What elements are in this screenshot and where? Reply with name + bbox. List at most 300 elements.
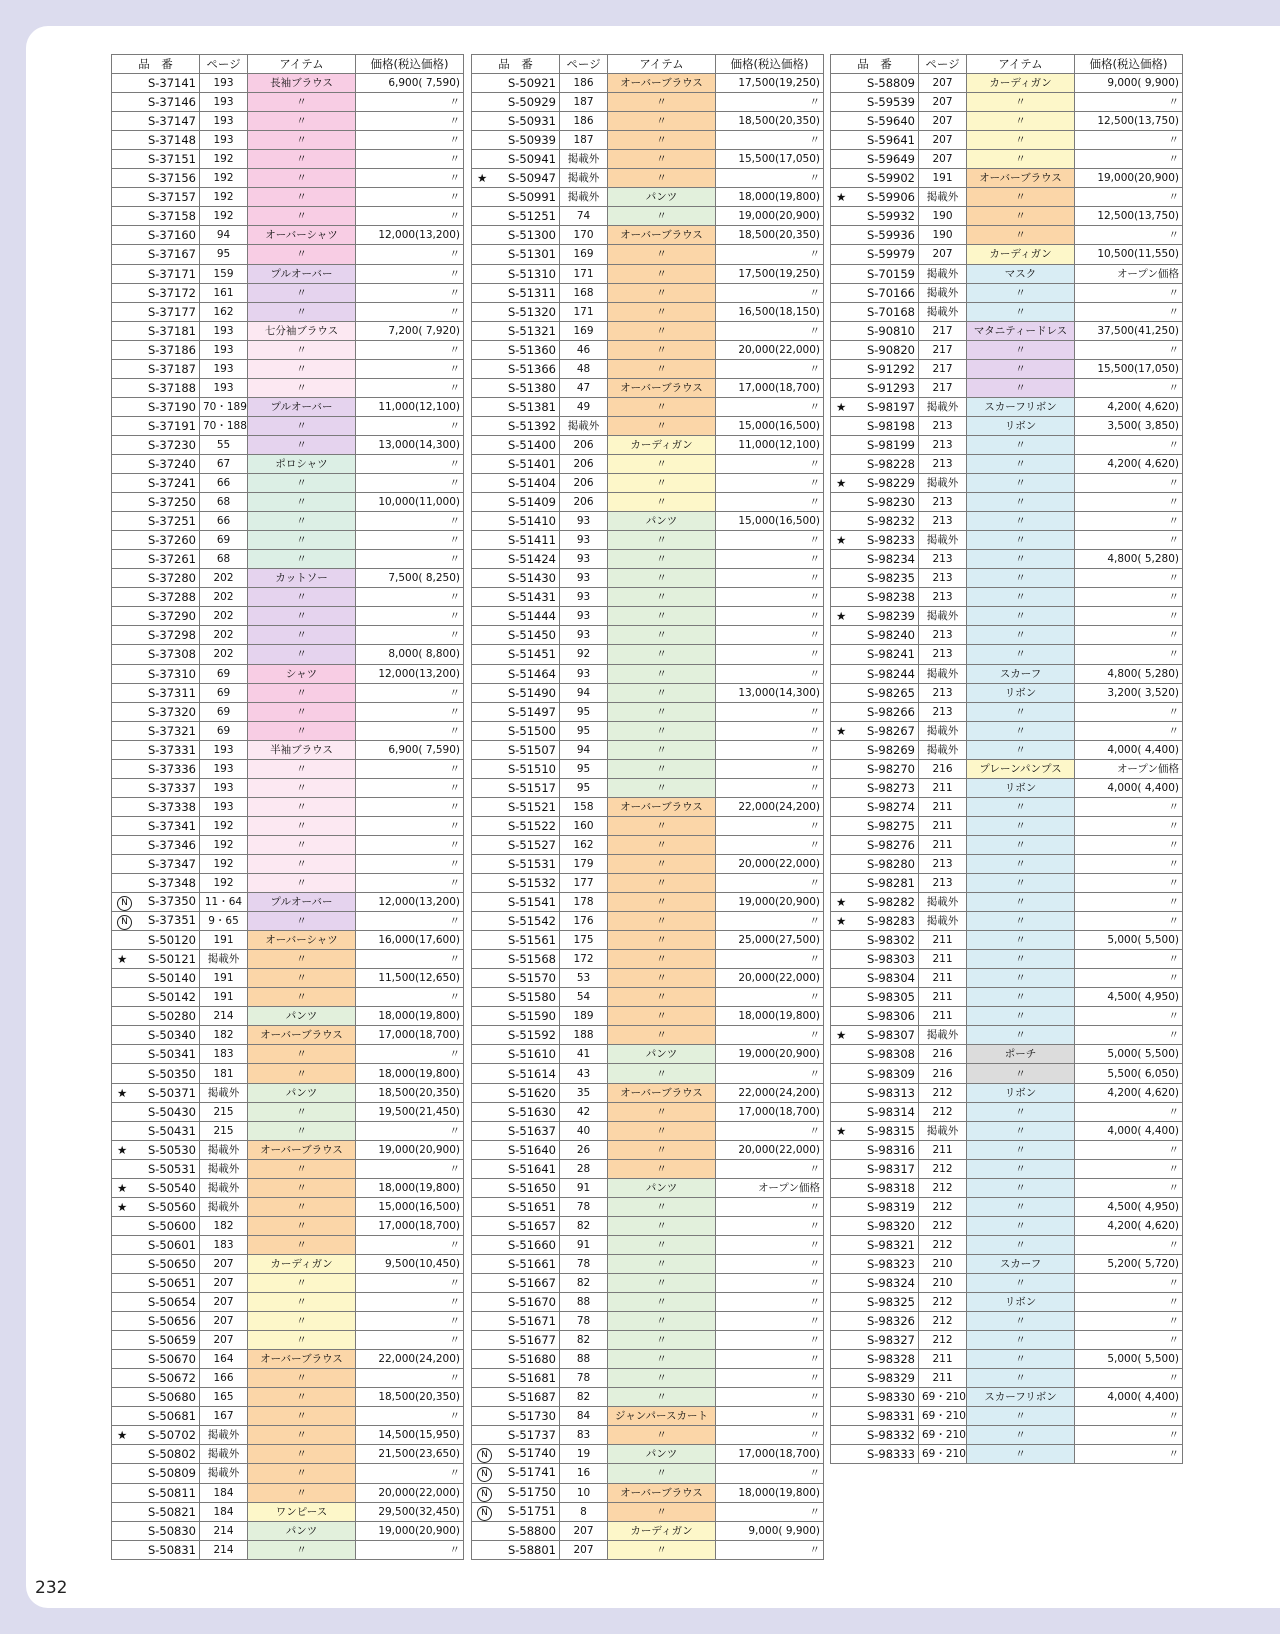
- item-name: 〃: [248, 683, 356, 702]
- page-ref: 91: [560, 1235, 608, 1254]
- page-ref: 211: [919, 969, 967, 988]
- table-row: [472, 626, 824, 645]
- table-row: [831, 1159, 1183, 1178]
- product-number: S-98273: [831, 778, 919, 797]
- item-name: 〃: [608, 169, 716, 188]
- product-number: S-51431: [472, 588, 560, 607]
- table-row: [472, 1540, 824, 1559]
- price: 11,000(12,100): [716, 435, 824, 454]
- page-ref: 192: [200, 816, 248, 835]
- page-ref: 掲載外: [919, 1121, 967, 1140]
- price: 20,000(22,000): [716, 340, 824, 359]
- price: 4,800( 5,280): [1075, 550, 1183, 569]
- page-ref: 93: [560, 512, 608, 531]
- table-row: [112, 950, 464, 969]
- product-number: S-98305: [831, 988, 919, 1007]
- item-name: 〃: [608, 664, 716, 683]
- new-mark-icon: [117, 893, 133, 911]
- product-number: S-98325: [831, 1293, 919, 1312]
- product-number: S-51311: [472, 283, 560, 302]
- item-name: 〃: [248, 283, 356, 302]
- product-number: N S-37351: [112, 912, 200, 931]
- page-ref: 166: [200, 1369, 248, 1388]
- price: 〃: [356, 721, 464, 740]
- table-row: [112, 759, 464, 778]
- price: 18,000(19,800): [716, 188, 824, 207]
- page-ref: 212: [919, 1216, 967, 1235]
- page-ref: 212: [919, 1331, 967, 1350]
- price: 5,000( 5,500): [1075, 1045, 1183, 1064]
- price: 〃: [716, 1426, 824, 1445]
- item-name: 〃: [967, 893, 1075, 912]
- page-ref: 69・210: [919, 1407, 967, 1426]
- item-name: 〃: [248, 435, 356, 454]
- price: 〃: [716, 493, 824, 512]
- new-mark-label: N: [477, 1487, 492, 1502]
- item-name: カーディガン: [248, 1254, 356, 1273]
- price: 〃: [716, 569, 824, 588]
- product-number: S-51651: [472, 1197, 560, 1216]
- page-ref: 95: [560, 721, 608, 740]
- table-row: [112, 1045, 464, 1064]
- product-number: S-37260: [112, 531, 200, 550]
- item-name: 〃: [248, 1331, 356, 1350]
- item-name: 〃: [967, 454, 1075, 473]
- product-number: ★ S-98282: [831, 893, 919, 912]
- page-ref: 211: [919, 778, 967, 797]
- item-name: 〃: [967, 626, 1075, 645]
- page-ref: 193: [200, 131, 248, 150]
- page-ref: 164: [200, 1350, 248, 1369]
- table-row: [831, 340, 1183, 359]
- table-row: [112, 454, 464, 473]
- page-ref: 207: [200, 1312, 248, 1331]
- page-ref: 191: [200, 969, 248, 988]
- item-name: 〃: [248, 702, 356, 721]
- table-row: [831, 874, 1183, 893]
- price: オープン価格: [716, 1178, 824, 1197]
- product-number: S-37288: [112, 588, 200, 607]
- item-name: 〃: [608, 1274, 716, 1293]
- table-row: [472, 969, 824, 988]
- page-ref: 93: [560, 550, 608, 569]
- item-name: カットソー: [248, 569, 356, 588]
- item-name: 〃: [967, 512, 1075, 531]
- table-row: [472, 721, 824, 740]
- table-row: [472, 1159, 824, 1178]
- page-ref: 94: [560, 740, 608, 759]
- product-number: S-51527: [472, 835, 560, 854]
- product-number: S-98321: [831, 1235, 919, 1254]
- item-name: 〃: [608, 778, 716, 797]
- price: 〃: [716, 740, 824, 759]
- page-ref: 179: [560, 854, 608, 873]
- product-number: S-37310: [112, 664, 200, 683]
- product-number: S-50991: [472, 188, 560, 207]
- page-ref: 193: [200, 74, 248, 93]
- price: 12,000(13,200): [356, 226, 464, 245]
- price: 〃: [716, 988, 824, 1007]
- table-row: [831, 1254, 1183, 1273]
- product-number: ★ S-98267: [831, 721, 919, 740]
- price: 〃: [1075, 226, 1183, 245]
- item-name: 〃: [967, 607, 1075, 626]
- page-ref: 193: [200, 759, 248, 778]
- product-number: S-37308: [112, 645, 200, 664]
- price: 〃: [716, 1254, 824, 1273]
- page-ref: 213: [919, 569, 967, 588]
- product-number: S-90820: [831, 340, 919, 359]
- table-row: [472, 169, 824, 188]
- header-price: 価格(税込価格): [1075, 55, 1183, 74]
- price: 〃: [716, 169, 824, 188]
- table-row: [831, 835, 1183, 854]
- price: 〃: [716, 474, 824, 493]
- item-name: 〃: [608, 683, 716, 702]
- price: 〃: [716, 950, 824, 969]
- price: 4,200( 4,620): [1075, 397, 1183, 416]
- page-ref: 193: [200, 797, 248, 816]
- page-ref: 82: [560, 1216, 608, 1235]
- price: 〃: [356, 302, 464, 321]
- product-number: S-51500: [472, 721, 560, 740]
- table-row: [472, 912, 824, 931]
- product-number: S-98198: [831, 416, 919, 435]
- price: 〃: [356, 378, 464, 397]
- price: 22,000(24,200): [356, 1350, 464, 1369]
- page-ref: 213: [919, 550, 967, 569]
- page-ref: 211: [919, 797, 967, 816]
- price: 17,500(19,250): [716, 74, 824, 93]
- price: 〃: [356, 950, 464, 969]
- page-ref: 207: [560, 1540, 608, 1559]
- new-mark-icon: [477, 1484, 493, 1502]
- product-number: ★ S-98283: [831, 912, 919, 931]
- product-number: S-37188: [112, 378, 200, 397]
- product-number: S-37148: [112, 131, 200, 150]
- table-row: [472, 778, 824, 797]
- price: 〃: [356, 283, 464, 302]
- price-table-3: [830, 54, 1183, 1464]
- item-name: 〃: [608, 474, 716, 493]
- page-ref: 162: [560, 835, 608, 854]
- page-ref: 掲載外: [560, 169, 608, 188]
- item-name: パンツ: [248, 1083, 356, 1102]
- item-name: 〃: [967, 912, 1075, 931]
- item-name: 半袖ブラウス: [248, 740, 356, 759]
- product-number: S-50341: [112, 1045, 200, 1064]
- table-row: [112, 664, 464, 683]
- page-ref: 掲載外: [919, 912, 967, 931]
- table-row: [831, 740, 1183, 759]
- price: 20,000(22,000): [716, 854, 824, 873]
- page-ref: 11・64: [200, 893, 248, 912]
- table-row: [831, 1388, 1183, 1407]
- item-name: 〃: [608, 1102, 716, 1121]
- item-name: 〃: [608, 1007, 716, 1026]
- price: 〃: [716, 131, 824, 150]
- header-page: ページ: [560, 55, 608, 74]
- page-ref: 掲載外: [919, 664, 967, 683]
- item-name: パンツ: [608, 1045, 716, 1064]
- page-ref: 82: [560, 1388, 608, 1407]
- price: 18,500(20,350): [356, 1083, 464, 1102]
- product-number: S-98319: [831, 1197, 919, 1216]
- table-row: [831, 188, 1183, 207]
- table-row: [472, 797, 824, 816]
- page-ref: 193: [200, 93, 248, 112]
- item-name: 〃: [608, 264, 716, 283]
- table-row: [472, 702, 824, 721]
- item-name: シャツ: [248, 664, 356, 683]
- item-name: 〃: [967, 359, 1075, 378]
- item-name: オーバーブラウス: [248, 1350, 356, 1369]
- item-name: プレーンパンプス: [967, 759, 1075, 778]
- page-ref: 掲載外: [919, 607, 967, 626]
- price: 〃: [356, 607, 464, 626]
- table-row: [831, 474, 1183, 493]
- product-number: S-98238: [831, 588, 919, 607]
- page-ref: 掲載外: [919, 397, 967, 416]
- page-ref: 178: [560, 893, 608, 912]
- page-ref: 167: [200, 1407, 248, 1426]
- product-number: S-37147: [112, 112, 200, 131]
- price-table-1: [111, 54, 464, 1560]
- product-number: S-50821: [112, 1502, 200, 1521]
- item-name: 〃: [967, 854, 1075, 873]
- page-ref: 54: [560, 988, 608, 1007]
- table-row: [472, 474, 824, 493]
- product-number: S-51561: [472, 931, 560, 950]
- price: 〃: [356, 702, 464, 721]
- item-name: 〃: [608, 283, 716, 302]
- star-mark-icon: ★: [836, 895, 847, 910]
- table-row: [112, 550, 464, 569]
- price: 〃: [356, 264, 464, 283]
- table-row: [472, 1369, 824, 1388]
- product-number: S-91292: [831, 359, 919, 378]
- page-ref: 212: [919, 1197, 967, 1216]
- price: 20,000(22,000): [356, 1483, 464, 1502]
- page-ref: 83: [560, 1426, 608, 1445]
- table-row: [831, 550, 1183, 569]
- price: 〃: [1075, 912, 1183, 931]
- page-ref: 213: [919, 454, 967, 473]
- price: 〃: [716, 1464, 824, 1483]
- new-mark-label: N: [477, 1467, 492, 1482]
- page-ref: 191: [200, 931, 248, 950]
- table-row: [472, 550, 824, 569]
- table-row: [472, 1331, 824, 1350]
- item-name: 〃: [967, 207, 1075, 226]
- page-ref: 35: [560, 1083, 608, 1102]
- page-ref: 212: [919, 1102, 967, 1121]
- price: 〃: [356, 1235, 464, 1254]
- price: 19,000(20,900): [716, 207, 824, 226]
- item-name: 〃: [248, 512, 356, 531]
- table-row: [112, 1178, 464, 1197]
- price: 4,500( 4,950): [1075, 1197, 1183, 1216]
- header-row: [112, 55, 464, 74]
- product-number: S-50831: [112, 1540, 200, 1559]
- item-name: 七分袖ブラウス: [248, 321, 356, 340]
- product-number: S-37321: [112, 721, 200, 740]
- item-name: 〃: [248, 607, 356, 626]
- product-number: S-51507: [472, 740, 560, 759]
- price: 17,000(18,700): [716, 378, 824, 397]
- table-row: [112, 912, 464, 931]
- page-ref: 212: [919, 1178, 967, 1197]
- item-name: オーバーブラウス: [608, 797, 716, 816]
- item-name: 〃: [967, 645, 1075, 664]
- price: 6,900( 7,590): [356, 740, 464, 759]
- table-row: [112, 1502, 464, 1521]
- product-number: S-98302: [831, 931, 919, 950]
- item-name: 〃: [608, 1235, 716, 1254]
- table-row: [112, 150, 464, 169]
- price: 4,200( 4,620): [1075, 1083, 1183, 1102]
- page-ref: 202: [200, 626, 248, 645]
- product-number: S-58809: [831, 74, 919, 93]
- table-row: [112, 531, 464, 550]
- header-page: ページ: [919, 55, 967, 74]
- product-number: S-51542: [472, 912, 560, 931]
- page-ref: 193: [200, 740, 248, 759]
- product-number: ★ S-50560: [112, 1197, 200, 1216]
- item-name: 〃: [608, 969, 716, 988]
- product-number: S-59979: [831, 245, 919, 264]
- price: 4,000( 4,400): [1075, 1121, 1183, 1140]
- price: 17,000(18,700): [716, 1102, 824, 1121]
- item-name: オーバーブラウス: [248, 1026, 356, 1045]
- price: 18,000(19,800): [356, 1178, 464, 1197]
- price: 〃: [716, 1064, 824, 1083]
- price: 〃: [356, 835, 464, 854]
- product-number: S-37338: [112, 797, 200, 816]
- price: 〃: [1075, 1274, 1183, 1293]
- product-number: ★ S-98233: [831, 531, 919, 550]
- table-row: [831, 721, 1183, 740]
- page-ref: 95: [560, 759, 608, 778]
- item-name: 長袖ブラウス: [248, 74, 356, 93]
- table-row: [831, 74, 1183, 93]
- product-number: N S-51740: [472, 1445, 560, 1464]
- table-row: [831, 454, 1183, 473]
- price: 〃: [716, 1540, 824, 1559]
- price: 〃: [356, 207, 464, 226]
- product-number: ★ S-98229: [831, 474, 919, 493]
- table-row: [112, 1350, 464, 1369]
- table-row: [831, 321, 1183, 340]
- price: 12,000(13,200): [356, 893, 464, 912]
- table-row: [831, 169, 1183, 188]
- product-number: S-51640: [472, 1140, 560, 1159]
- table-row: [472, 588, 824, 607]
- star-mark-icon: ★: [836, 1028, 847, 1043]
- table-row: [472, 264, 824, 283]
- item-name: 〃: [608, 569, 716, 588]
- table-row: [831, 645, 1183, 664]
- table-row: [472, 1426, 824, 1445]
- price: 〃: [1075, 474, 1183, 493]
- table-row: [831, 1140, 1183, 1159]
- table-row: [112, 854, 464, 873]
- product-number: S-37157: [112, 188, 200, 207]
- product-number: S-51568: [472, 950, 560, 969]
- table-row: [112, 1083, 464, 1102]
- item-name: 〃: [248, 150, 356, 169]
- price: 〃: [356, 550, 464, 569]
- product-number: S-50531: [112, 1159, 200, 1178]
- page-ref: 212: [919, 1159, 967, 1178]
- price: 19,000(20,900): [356, 1521, 464, 1540]
- product-number: S-37230: [112, 435, 200, 454]
- product-number: S-51409: [472, 493, 560, 512]
- price: 〃: [716, 835, 824, 854]
- page-ref: 182: [200, 1026, 248, 1045]
- table-row: [112, 1159, 464, 1178]
- page-ref: 160: [560, 816, 608, 835]
- page-ref: 78: [560, 1197, 608, 1216]
- table-row: [112, 226, 464, 245]
- product-number: S-50350: [112, 1064, 200, 1083]
- item-name: 〃: [967, 474, 1075, 493]
- item-name: 〃: [248, 550, 356, 569]
- product-number: S-51300: [472, 226, 560, 245]
- table-row: [831, 969, 1183, 988]
- item-name: パンツ: [608, 188, 716, 207]
- header-item: アイテム: [248, 55, 356, 74]
- price: 〃: [716, 778, 824, 797]
- item-name: プルオーバー: [248, 397, 356, 416]
- item-name: 〃: [608, 816, 716, 835]
- page-ref: 掲載外: [919, 474, 967, 493]
- price: 9,000( 9,900): [716, 1521, 824, 1540]
- item-name: 〃: [967, 969, 1075, 988]
- table-row: [472, 112, 824, 131]
- page-ref: 68: [200, 493, 248, 512]
- table-row: [831, 816, 1183, 835]
- table-row: [472, 931, 824, 950]
- star-mark-icon: ★: [117, 1199, 128, 1214]
- page-ref: 70・189: [200, 397, 248, 416]
- star-mark-icon: ★: [117, 1180, 128, 1195]
- price: 14,500(15,950): [356, 1426, 464, 1445]
- product-number: S-51650: [472, 1178, 560, 1197]
- item-name: 〃: [608, 416, 716, 435]
- item-name: 〃: [608, 1064, 716, 1083]
- item-name: 〃: [967, 1369, 1075, 1388]
- product-number: S-98326: [831, 1312, 919, 1331]
- page-ref: 186: [560, 74, 608, 93]
- page-ref: 78: [560, 1254, 608, 1273]
- price: 〃: [356, 1540, 464, 1559]
- item-name: パンツ: [608, 1445, 716, 1464]
- item-name: 〃: [967, 283, 1075, 302]
- price: 〃: [1075, 1102, 1183, 1121]
- item-name: ジャンパースカート: [608, 1407, 716, 1426]
- price: 〃: [716, 321, 824, 340]
- page-ref: 207: [919, 112, 967, 131]
- table-row: [472, 1502, 824, 1521]
- item-name: 〃: [608, 1159, 716, 1178]
- item-name: 〃: [967, 150, 1075, 169]
- page-ref: 162: [200, 302, 248, 321]
- item-name: 〃: [608, 588, 716, 607]
- table-row: [831, 988, 1183, 1007]
- price: 22,000(24,200): [716, 1083, 824, 1102]
- product-number: S-51410: [472, 512, 560, 531]
